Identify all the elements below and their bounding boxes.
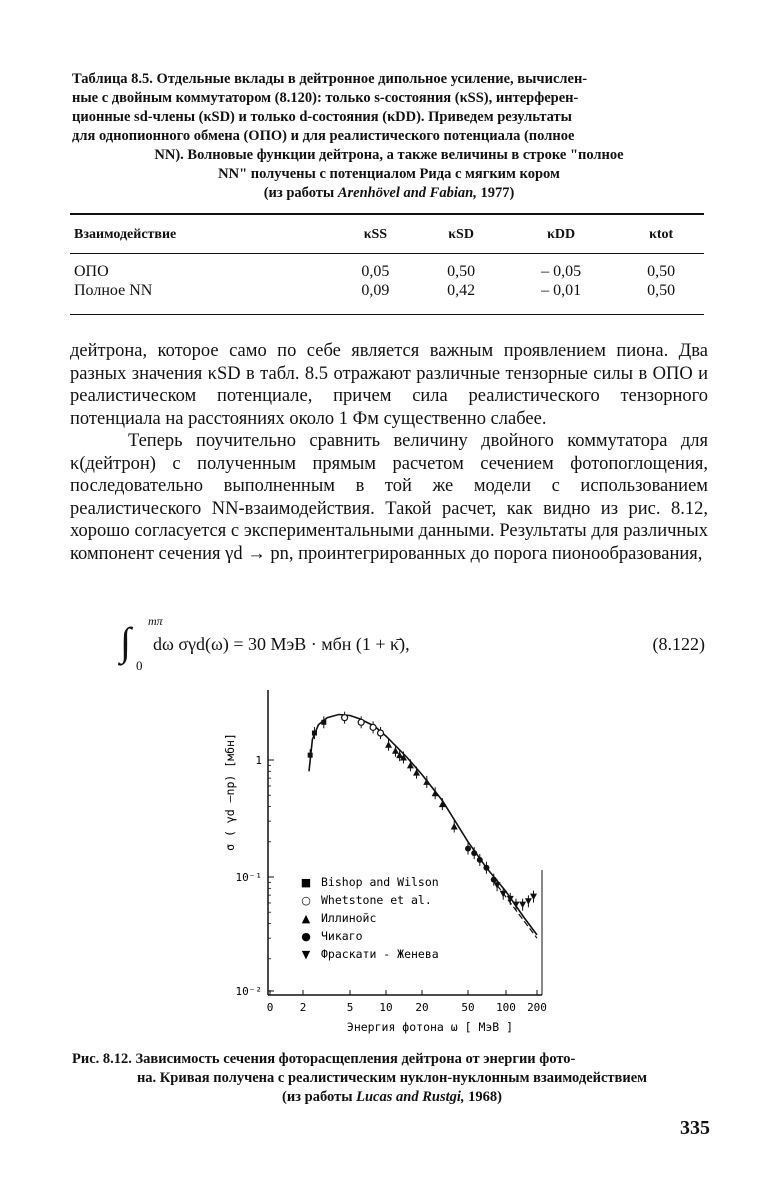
data-point-triangle-down bbox=[519, 902, 526, 909]
source-authors: Lucas and Rustgi, bbox=[356, 1089, 465, 1105]
table-caption bbox=[72, 70, 706, 203]
table-row bbox=[70, 254, 704, 282]
data-point-dot bbox=[491, 877, 497, 883]
figure-caption-source bbox=[72, 1088, 712, 1107]
x-tick-label: 20 bbox=[415, 1001, 429, 1014]
header-ksd: κSD bbox=[448, 227, 474, 242]
table-caption-line: Таблица 8.5. Отдельные вклады в дейтронное дипольное усиление, вычислен- bbox=[72, 71, 588, 87]
legend-label: Чикаго bbox=[321, 929, 363, 943]
table-cell: – 0,05 bbox=[541, 263, 582, 280]
x-tick-label: 200 bbox=[527, 1001, 547, 1014]
legend-label: Фраскати - Женева bbox=[321, 947, 439, 961]
legend-symbol: ○ bbox=[301, 894, 311, 907]
results-table bbox=[70, 213, 704, 315]
x-tick-label: 100 bbox=[496, 1001, 516, 1014]
table-row bbox=[70, 281, 704, 315]
data-point-circle bbox=[342, 715, 348, 721]
source-year: 1977) bbox=[476, 185, 515, 201]
paragraph: Теперь поучительно сравнить величину двойного коммутатора для κ(дейтрон) с полученным прямым расчетом сечением фотопоглощения, последовательно выполненным в той же модели с использованием реалистического NN-взаимодействия. Такой расчет, как видно из рис. 8.12, хорошо согласуется с экспериментальными данными. Результаты для различных компонент сечения γd → pn, проинтегрированных до порога пионообразования, bbox=[70, 431, 708, 564]
data-point-square bbox=[312, 731, 317, 736]
data-point-dot bbox=[477, 857, 483, 863]
page-number: 335 bbox=[680, 1117, 710, 1139]
x-tick-label: 5 bbox=[346, 1001, 354, 1014]
header-kdd: κDD bbox=[547, 227, 576, 242]
table-caption-line: NN" получены с потенциалом Рида с мягким кором bbox=[218, 166, 560, 182]
data-point-circle bbox=[378, 730, 384, 736]
source-prefix: (из работы bbox=[263, 185, 338, 201]
body-text bbox=[70, 340, 708, 565]
table-caption-line: ные с двойным коммутатором (8.120): только s-состояния (κSS), интерферен- bbox=[72, 90, 579, 106]
table-caption-line: NN). Волновые функции дейтрона, а также величины в строке "полное bbox=[154, 147, 624, 163]
table-cell: 0,50 bbox=[447, 263, 476, 280]
paragraph: дейтрона, которое само по себе является важным проявлением пиона. Два разных значения κSD в табл. 8.5 отражают различные тензорные силы в ОПО и реалистическом потенциале, причем сила реалистического тензорного потенциала на расстояниях около 1 Фм существенно слабее. bbox=[70, 341, 708, 429]
integral-formula bbox=[120, 614, 710, 674]
figure-caption bbox=[72, 1050, 712, 1107]
table-cell: 0,05 bbox=[361, 263, 390, 280]
data-point-square bbox=[308, 753, 313, 758]
y-axis-label: σ ( γd —np) [мбн] bbox=[223, 733, 237, 851]
x-tick-label: 2 bbox=[299, 1001, 307, 1014]
y-tick-label: 10⁻² bbox=[235, 985, 262, 998]
data-point-dot bbox=[483, 865, 489, 871]
data-point-circle bbox=[358, 719, 364, 725]
header-interaction: Взаимодействие bbox=[74, 227, 177, 242]
legend-label: Bishop and Wilson bbox=[321, 875, 439, 889]
table-cell: 0,09 bbox=[361, 282, 390, 299]
x-tick-label: 50 bbox=[461, 1001, 475, 1014]
y-tick-label: 10⁻¹ bbox=[235, 871, 262, 884]
data-point-triangle-down bbox=[525, 898, 532, 905]
chart-axes bbox=[236, 690, 547, 1014]
x-tick-label: 0 bbox=[266, 1001, 274, 1014]
table-cell: Полное NN bbox=[74, 282, 153, 299]
chart-legend bbox=[301, 875, 439, 961]
formula-expression: dω σγd(ω) = 30 МэВ · мбн (1 + κ̄), bbox=[153, 634, 410, 654]
data-point-triangle-up bbox=[432, 790, 439, 797]
legend-symbol: ● bbox=[301, 930, 311, 943]
table-caption-line: для однопионного обмена (ОПО) и для реалистического потенциала (полное bbox=[72, 128, 575, 144]
data-point-circle bbox=[370, 724, 376, 730]
source-year: 1968) bbox=[464, 1089, 502, 1105]
source-authors: Arenhövel and Fabian, bbox=[337, 185, 477, 201]
y-tick-label: 1 bbox=[255, 754, 262, 767]
table-cell: 0,42 bbox=[447, 282, 476, 299]
source-prefix: (из работы bbox=[282, 1089, 357, 1105]
cross-section-chart bbox=[200, 680, 560, 1040]
data-point-dot bbox=[465, 846, 471, 852]
legend-label: Whetstone et al. bbox=[321, 893, 432, 907]
table-cell: 0,50 bbox=[647, 282, 676, 299]
data-point-square bbox=[321, 720, 326, 725]
table-caption-line: ционные sd-члены (κSD) и только d-состояния (κDD). Приведем результаты bbox=[72, 109, 572, 125]
legend-symbol: ▼ bbox=[301, 948, 311, 961]
legend-symbol: ■ bbox=[300, 876, 312, 889]
legend-label: Иллинойс bbox=[321, 911, 377, 925]
x-tick-label: 10 bbox=[379, 1001, 393, 1014]
integral-sign: ∫ bbox=[120, 619, 131, 664]
header-ktot: κtot bbox=[649, 227, 674, 242]
header-kss: κSS bbox=[363, 227, 388, 242]
table-cell: 0,50 bbox=[647, 263, 676, 280]
figure-caption-line: Рис. 8.12. Зависимость сечения фоторасщепления дейтрона от энергии фото- bbox=[72, 1051, 576, 1067]
integral-lower-limit: 0 bbox=[136, 658, 143, 673]
table-caption-source bbox=[72, 184, 706, 203]
equation-number: (8.122) bbox=[652, 634, 705, 654]
x-axis-label: Энергия фотона ω [ МэВ ] bbox=[346, 1020, 514, 1034]
data-point-dot bbox=[471, 850, 477, 856]
table-cell: ОПО bbox=[74, 263, 109, 280]
figure-caption-line: на. Кривая получена с реалистическим нуклон-нуклонным взаимодействием bbox=[136, 1070, 648, 1086]
integral-upper-limit: mπ bbox=[148, 614, 163, 628]
legend-symbol: ▲ bbox=[301, 912, 311, 925]
table-cell: – 0,01 bbox=[541, 282, 582, 299]
data-point-triangle-up bbox=[423, 778, 430, 785]
table-header-row bbox=[70, 214, 704, 254]
